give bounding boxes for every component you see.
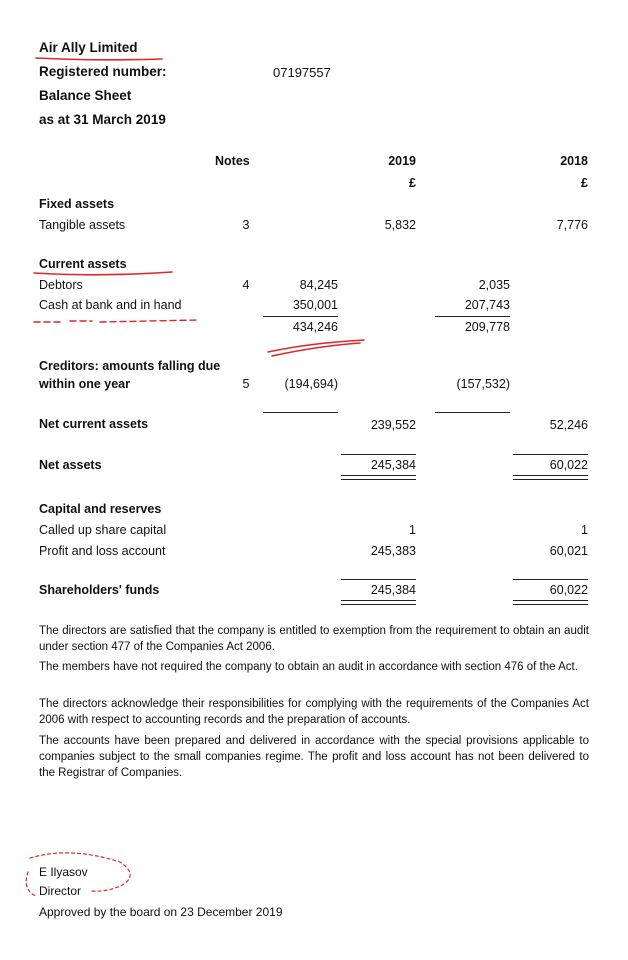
debtors-label: Debtors [39, 278, 83, 292]
underline-company-name [36, 58, 162, 60]
cash-2019: 350,001 [292, 298, 338, 312]
shareholders-top-rule-2019 [341, 579, 416, 580]
profit-loss-2018: 60,021 [549, 544, 588, 558]
share-capital-2018: 1 [581, 523, 588, 537]
share-capital-2019: 1 [409, 523, 416, 537]
net-assets-2019: 245,384 [370, 458, 416, 472]
shareholders-funds-label: Shareholders' funds [39, 583, 160, 597]
net-assets-2018: 60,022 [549, 458, 588, 472]
net-current-assets-label: Net current assets [39, 417, 149, 431]
shareholders-double-rule-2018 [513, 600, 588, 605]
dashed-mark-under-cash [34, 320, 198, 322]
members-audit-paragraph: The members have not required the company to obtain an audit in accordance with section 476 of the Act. [39, 661, 578, 673]
shareholders-double-rule-2019 [341, 600, 416, 605]
director-role: Director [39, 884, 82, 898]
creditors-heading-line2: within one year [39, 377, 130, 391]
debtors-note: 4 [242, 278, 250, 292]
current-assets-subtotal-2018: 209,778 [464, 320, 510, 334]
creditors-2019: (194,694) [284, 377, 338, 391]
debtors-2018: 2,035 [478, 278, 510, 292]
shareholders-funds-2019: 245,384 [370, 583, 416, 597]
share-capital-label: Called up share capital [39, 523, 167, 537]
notes-column-header: Notes [215, 154, 250, 168]
registered-number-value: 07197557 [273, 65, 331, 80]
creditors-rule-2018 [435, 412, 510, 413]
tangible-assets-note: 3 [242, 218, 250, 232]
tangible-assets-2018: 7,776 [556, 218, 588, 232]
capital-reserves-heading: Capital and reserves [39, 502, 162, 516]
tangible-assets-2019: 5,832 [384, 218, 416, 232]
profit-loss-2019: 245,383 [370, 544, 416, 558]
net-assets-double-rule-2018 [513, 475, 588, 480]
profit-loss-label: Profit and loss account [39, 544, 166, 558]
small-companies-paragraph: The accounts have been prepared and delivered in accordance with the special provisions applicable to companies subject to the small companies regime. The profit and loss account has not been delivered to the Registrar of Companies. [39, 735, 589, 779]
net-current-assets-2018: 52,246 [549, 418, 588, 432]
creditors-note: 5 [242, 377, 250, 391]
current-assets-subtotal-2019: 434,246 [292, 320, 338, 334]
year-2018-header: 2018 [560, 154, 588, 168]
scribble-under-subtotal [268, 340, 364, 356]
directors-responsibility-paragraph: The directors acknowledge their responsibilities for complying with the requirements of the Companies Act 2006 with respect to accounting records and the preparation of accounts. [39, 698, 589, 726]
net-assets-top-rule-2018 [513, 454, 588, 455]
approval-date: Approved by the board on 23 December 2019 [39, 905, 283, 919]
shareholders-top-rule-2018 [513, 579, 588, 580]
director-name: E Ilyasov [39, 865, 88, 879]
statement-title: Balance Sheet [39, 88, 132, 103]
registered-number-label: Registered number: [39, 64, 167, 79]
creditors-rule-2019 [263, 412, 338, 413]
shareholders-funds-2018: 60,022 [549, 583, 588, 597]
as-at-date: as at 31 March 2019 [39, 112, 166, 127]
currency-2019: £ [409, 176, 416, 190]
cash-label: Cash at bank and in hand [39, 298, 182, 312]
net-assets-label: Net assets [39, 458, 102, 472]
underline-current-assets [34, 272, 172, 275]
audit-exemption-paragraph: The directors are satisfied that the company is entitled to exemption from the requirement to obtain an audit under section 477 of the Companies Act 2006. [39, 625, 589, 653]
creditors-heading-line1: Creditors: amounts falling due [39, 359, 221, 373]
creditors-2018: (157,532) [456, 377, 510, 391]
debtors-2019: 84,245 [299, 278, 338, 292]
subtotal-rule-2018 [435, 316, 510, 317]
subtotal-rule-2019 [263, 316, 338, 317]
currency-2018: £ [581, 176, 588, 190]
tangible-assets-label: Tangible assets [39, 218, 126, 232]
fixed-assets-heading: Fixed assets [39, 197, 115, 211]
cash-2018: 207,743 [464, 298, 510, 312]
current-assets-heading: Current assets [39, 257, 127, 271]
net-assets-top-rule-2019 [341, 454, 416, 455]
company-name: Air Ally Limited [39, 40, 138, 55]
year-2019-header: 2019 [388, 154, 416, 168]
net-assets-double-rule-2019 [341, 475, 416, 480]
net-current-assets-2019: 239,552 [370, 418, 416, 432]
